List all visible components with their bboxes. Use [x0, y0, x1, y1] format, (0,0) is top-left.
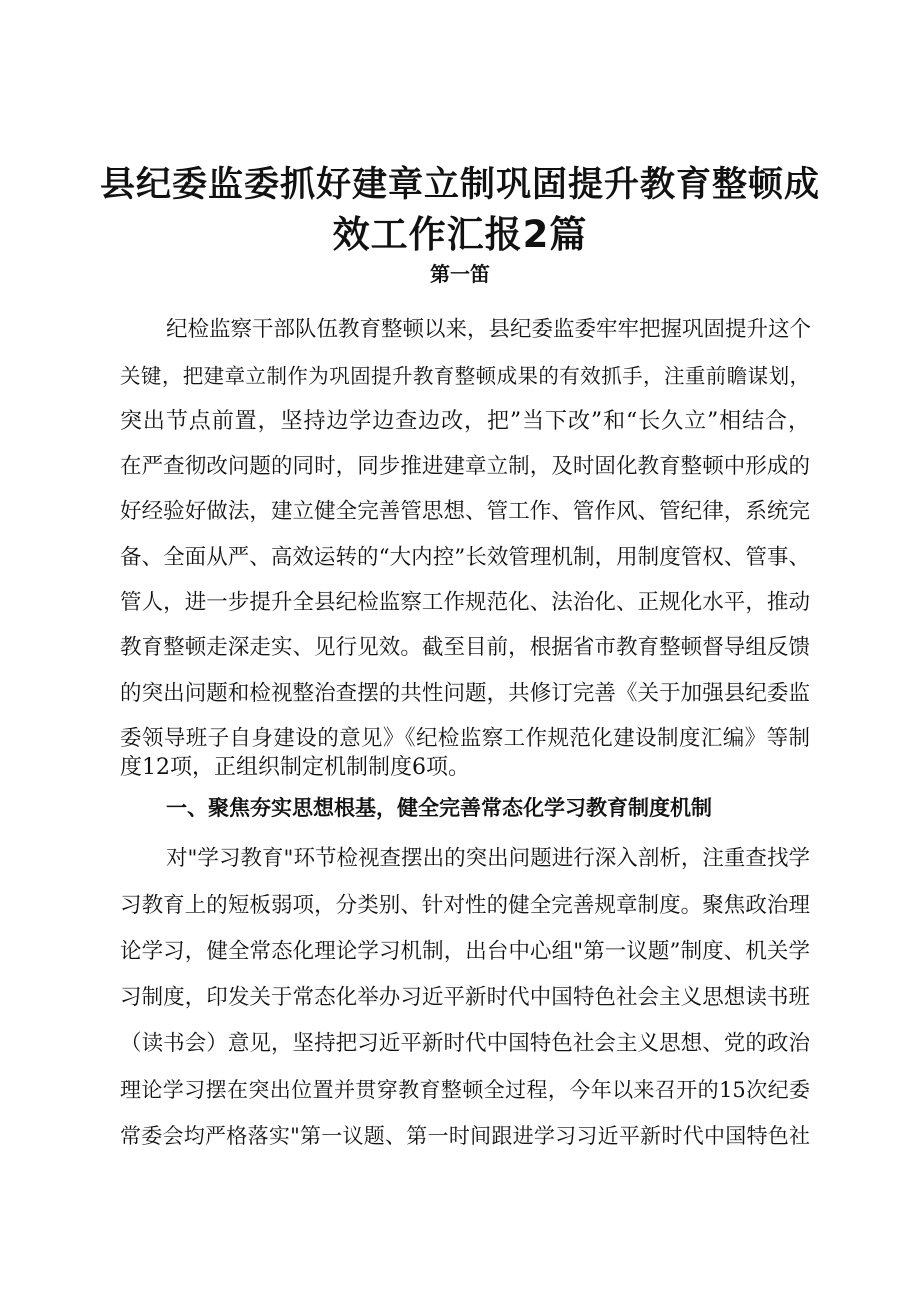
- paragraph-line: 突出节点前置，坚持边学边查边改，把”当下改”和“长久立”相结合，: [120, 409, 810, 434]
- paragraph-line: 常委会均严格落实"第一议题、第一时间跟进学习习近平新时代中国特色社: [120, 1124, 810, 1148]
- document-title-line-2: 效工作汇报2篇: [332, 213, 588, 256]
- section-heading-1: 一、聚焦夯实思想根基，健全完善常态化学习教育制度机制: [166, 796, 712, 820]
- paragraph-line: 度12项，正组织制定机制制度6项。: [120, 755, 470, 780]
- paragraph-line: 的突出问题和检视整治查摆的共性问题，共修订完善《关于加强县纪委监: [120, 681, 810, 706]
- paragraph-line: 习教育上的短板弱项，分类别、针对性的健全完善规章制度。聚焦政治理: [120, 893, 810, 918]
- paragraph-line: 教育整顿走深走实、见行见效。截至目前，根据省市教育整顿督导组反馈: [120, 635, 810, 660]
- paragraph-line: 备、全面从严、高效运转的“大内控”长效管理机制，用制度管权、管事、: [120, 545, 810, 570]
- paragraph-line: 在严查彻改问题的同时，同步推进建章立制，及时固化教育整顿中形成的: [120, 454, 810, 479]
- paragraph-line: 关键，把建章立制作为巩固提升教育整顿成果的有效抓手，注重前瞻谋划，: [120, 364, 810, 388]
- paragraph-line: 纪检监察干部队伍教育整顿以来，县纪委监委牢牢把握巩固提升这个: [166, 317, 812, 342]
- paragraph-line: （读书会）意见，坚持把习近平新时代中国特色社会主义思想、党的政治: [120, 1031, 810, 1056]
- paragraph-line: 对"学习教育"环节检视查摆出的突出问题进行深入剖析，注重查找学: [166, 846, 810, 871]
- document-title-line-1: 县纪委监委抓好建章立制巩固提升教育整顿成: [100, 165, 821, 205]
- paragraph-line: 好经验好做法，建立健全完善管思想、管工作、管作风、管纪律，系统完: [120, 499, 810, 524]
- paragraph-line: 习制度，印发关于常态化举办习近平新时代中国特色社会主义思想读书班: [120, 985, 810, 1010]
- paragraph-line: 委领导班子自身建设的意见》《纪检监察工作规范化建设制度汇编》等制: [120, 726, 810, 751]
- paragraph-line: 管人，进一步提升全县纪检监察工作规范化、法治化、正规化水平，推动: [120, 590, 810, 615]
- section-subtitle: 第一笛: [430, 262, 490, 286]
- paragraph-line: 理论学习摆在突出位置并贯穿教育整顿全过程，今年以来召开的15次纪委: [120, 1078, 810, 1102]
- paragraph-line: 论学习，健全常态化理论学习机制，出台中心组"第一议题”制度、机关学: [120, 939, 810, 964]
